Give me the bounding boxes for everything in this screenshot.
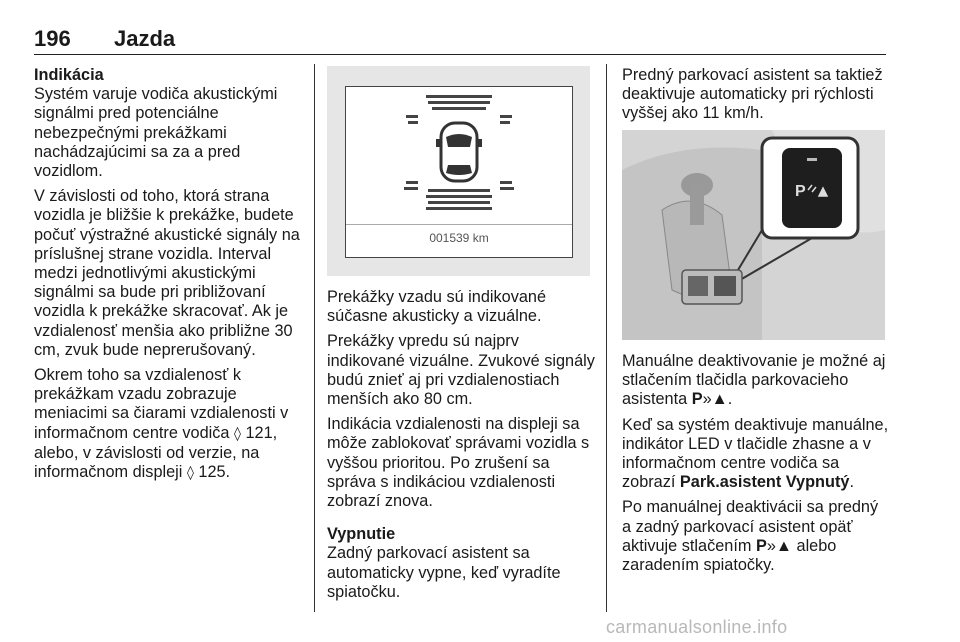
parking-display-figure bbox=[327, 66, 590, 276]
park-assist-icon: P bbox=[755, 536, 767, 555]
sensor-waves-icon: »▲ bbox=[766, 536, 792, 555]
paragraph bbox=[622, 416, 890, 493]
column-right bbox=[622, 66, 890, 130]
section-heading-indication: Indikácia bbox=[34, 66, 104, 84]
console-buttons bbox=[682, 270, 742, 304]
paragraph: V závislosti od toho, ktorá strana vozidla je bližšie k prekážke, budete počuť výstražné akustické signály na príslušnej strane vozidla. Interval medzi jednotlivými akustickými signálmi sa bude pri približovaní vozidla k prekážke skracovať. Ak je vzdialenosť menšia ako približne 30 cm, zvuk bude neprerušovaný. bbox=[34, 187, 300, 359]
paragraph-text: Keď sa systém deaktivuje manuálne, indikátor LED v tlačidle zhasne a v informačnom centre vodiča sa zobrazí bbox=[622, 415, 889, 492]
paragraph: Zadný parkovací asistent sa automaticky vypne, keď vyradíte spiatočku. bbox=[327, 544, 561, 601]
sensor-waves-icon: »▲ bbox=[702, 390, 728, 409]
page-header bbox=[34, 26, 886, 55]
page-reference-icon: ◊ bbox=[186, 465, 194, 482]
paragraph bbox=[34, 366, 304, 483]
paragraph-text: Manuálne deaktivovanie je možné aj stlačením tlačidla parkovacieho asistenta bbox=[622, 352, 886, 409]
paragraph bbox=[622, 352, 890, 410]
svg-text:P: P bbox=[795, 183, 806, 200]
odometer-readout: 001539 km bbox=[429, 231, 489, 245]
paragraph-text: Po manuálnej deaktivácii sa predný a zadný parkovací asistent opäť aktivuje stlačením bbox=[622, 498, 879, 555]
paragraph bbox=[622, 498, 890, 575]
paragraph-text: . bbox=[727, 390, 733, 409]
column-right-lower bbox=[622, 352, 890, 581]
paragraph-text: Okrem toho sa vzdialenosť k prekážkam vzadu zobrazuje meniacimi sa čiarami vzdialenosti v informačnom centre vodiča bbox=[34, 366, 289, 442]
column-middle bbox=[327, 288, 595, 608]
display-divider bbox=[346, 224, 572, 225]
paragraph-text: , alebo, v závislosti od verzie, na informačnom displeji bbox=[34, 423, 278, 482]
paragraph: Predný parkovací asistent sa taktiež deaktivuje automaticky pri rýchlosti vyššej ako 11 km/h. bbox=[622, 66, 883, 123]
console-illustration bbox=[622, 130, 885, 340]
page-reference-icon: ◊ bbox=[234, 425, 241, 442]
paragraph-text: alebo zaradením spiatočky. bbox=[622, 536, 837, 575]
paragraph: Prekážky vpredu sú najprv indikované vizuálne. Zvukové signály budú znieť aj pri vzdialenostiach menších ako 80 cm. bbox=[327, 332, 595, 409]
distance-lines-graphic bbox=[346, 87, 572, 223]
paragraph: Prekážky vzadu sú indikované súčasne akusticky a vizuálne. bbox=[327, 288, 547, 326]
display-message: Park.asistent Vypnutý bbox=[679, 473, 850, 492]
watermark: carmanualsonline.info bbox=[606, 617, 788, 637]
park-assist-icon: P bbox=[691, 390, 703, 409]
column-divider bbox=[314, 64, 315, 612]
page-number: 196 bbox=[34, 26, 71, 51]
section-heading-deactivation: Vypnutie bbox=[327, 525, 396, 544]
page-reference[interactable]: 125. bbox=[198, 463, 231, 482]
column-divider bbox=[606, 64, 607, 612]
chapter-title: Jazda bbox=[114, 26, 176, 51]
page-reference[interactable]: 121 bbox=[245, 423, 273, 442]
car-top-view-icon bbox=[436, 123, 482, 181]
column-left bbox=[34, 66, 304, 489]
magnified-button-inset bbox=[762, 138, 858, 238]
paragraph: Systém varuje vodiča akustickými signálmi pred potenciálne nebezpečnými prekážkami nachádzajúcimi sa za a pred vozidlom. bbox=[34, 85, 278, 181]
display-screen bbox=[345, 86, 573, 258]
paragraph-text: . bbox=[849, 473, 854, 492]
park-assist-button-figure bbox=[622, 130, 885, 340]
paragraph: Indikácia vzdialenosti na displeji sa môže zablokovať správami vozidla s vyššou prioritou. Po zrušení sa správa s indikáciou vzdialenosti zobrazí znova. bbox=[327, 415, 590, 511]
